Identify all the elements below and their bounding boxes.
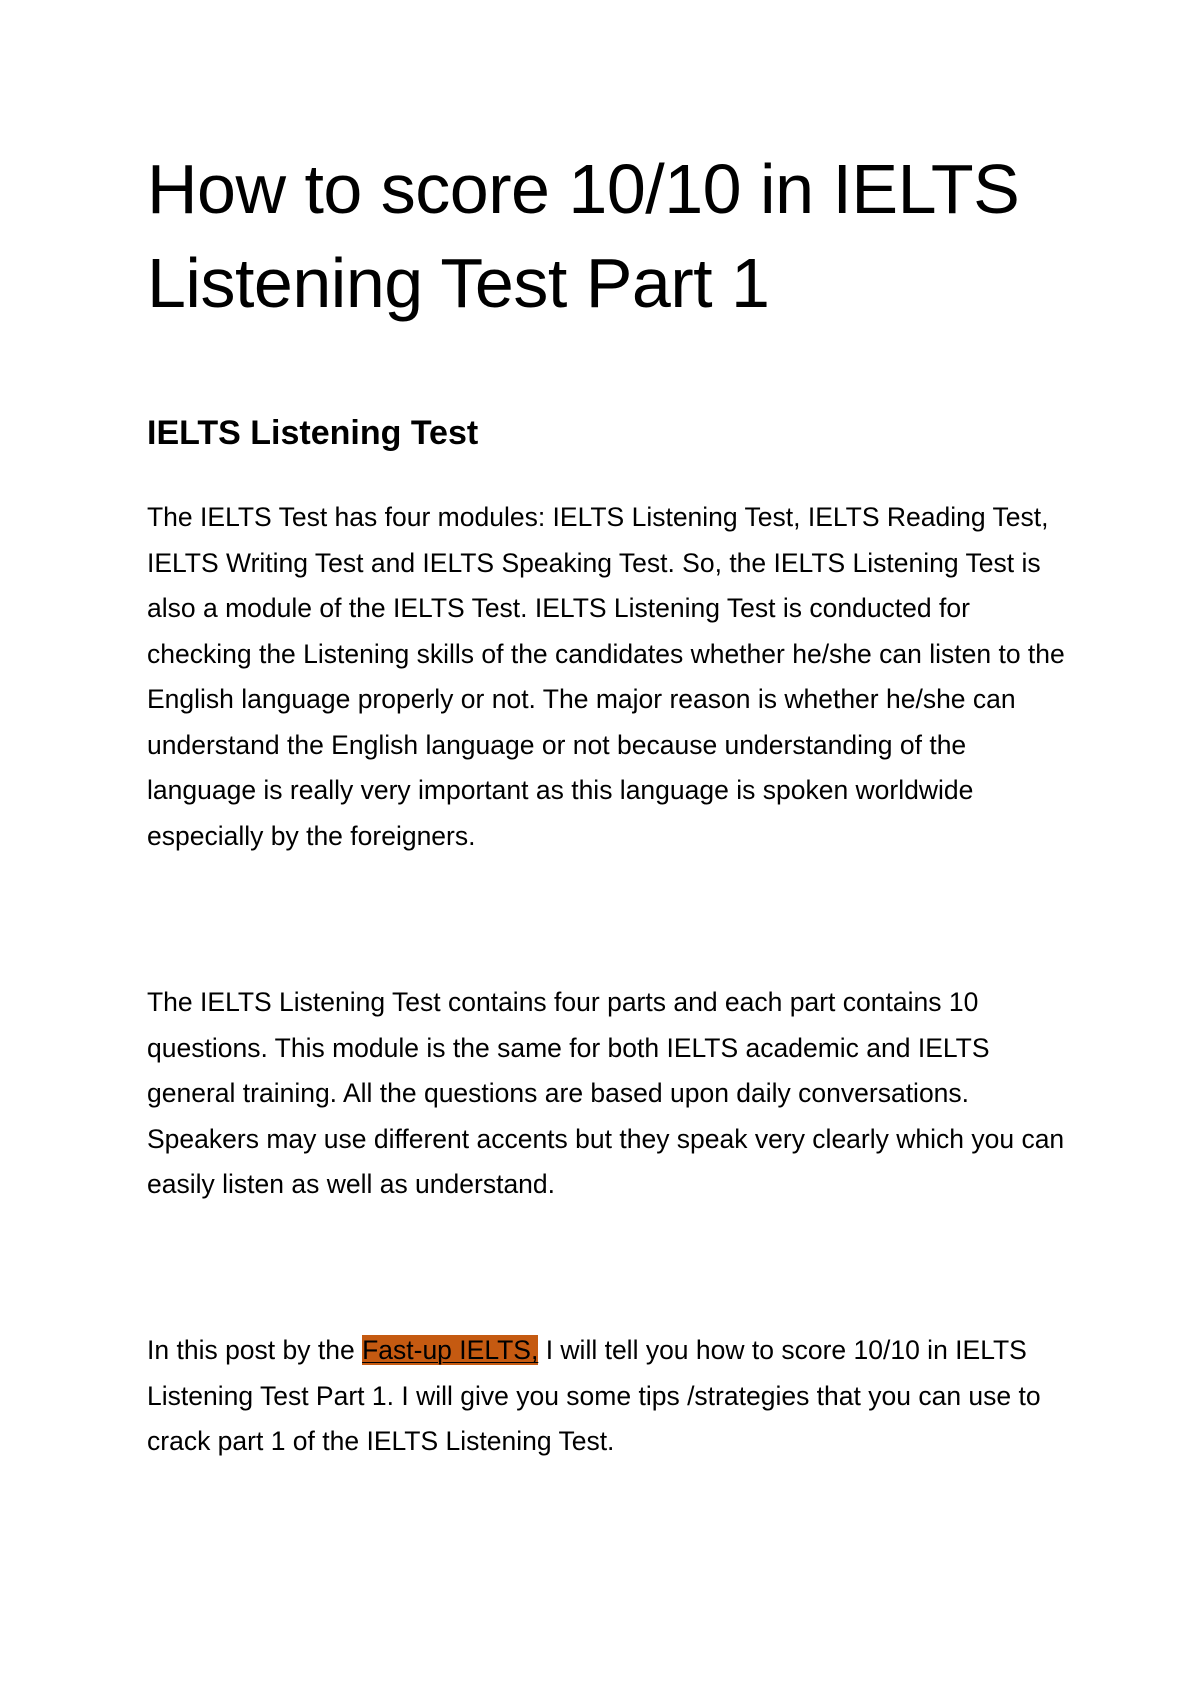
paragraph-modules: The IELTS Test has four modules: IELTS Listening Test, IELTS Reading Test, IELTS Writing Test and IELTS Speaking Test. So, the IELTS Listening Test is also a module of the IELTS Test. IELTS Listening Test is conducted for checking the Listening skills of the candidates whether he/she can listen to the English language properly or not. The major reason is whether he/she can understand the English language or not because understanding of the language is really very important as this language is spoken worldwide especially by the foreigners. [147,502,1065,851]
document-title: How to score 10/10 in IELTS Listening Test Part 1 [147,150,1020,322]
paragraph-intro [147,1328,1067,1465]
intro-text-before: In this post by the [147,1335,363,1365]
section-heading: IELTS Listening Test [147,414,479,452]
intro-text-after: I will tell you how to score 10/10 in IELTS Listening Test Part 1. I will give you some tips /strategies that you can use to crack part 1 of the IELTS Listening Test. [147,1335,1041,1456]
fast-up-ielts-link[interactable]: Fast-up IELTS, [362,1335,539,1365]
document-page [147,0,1067,1694]
paragraph-parts: The IELTS Listening Test contains four parts and each part contains 10 questions. This module is the same for both IELTS academic and IELTS general training. All the questions are based upon daily conversations. Speakers may use different accents but they speak very clearly which you can easily listen as well as understand. [147,987,1065,1199]
